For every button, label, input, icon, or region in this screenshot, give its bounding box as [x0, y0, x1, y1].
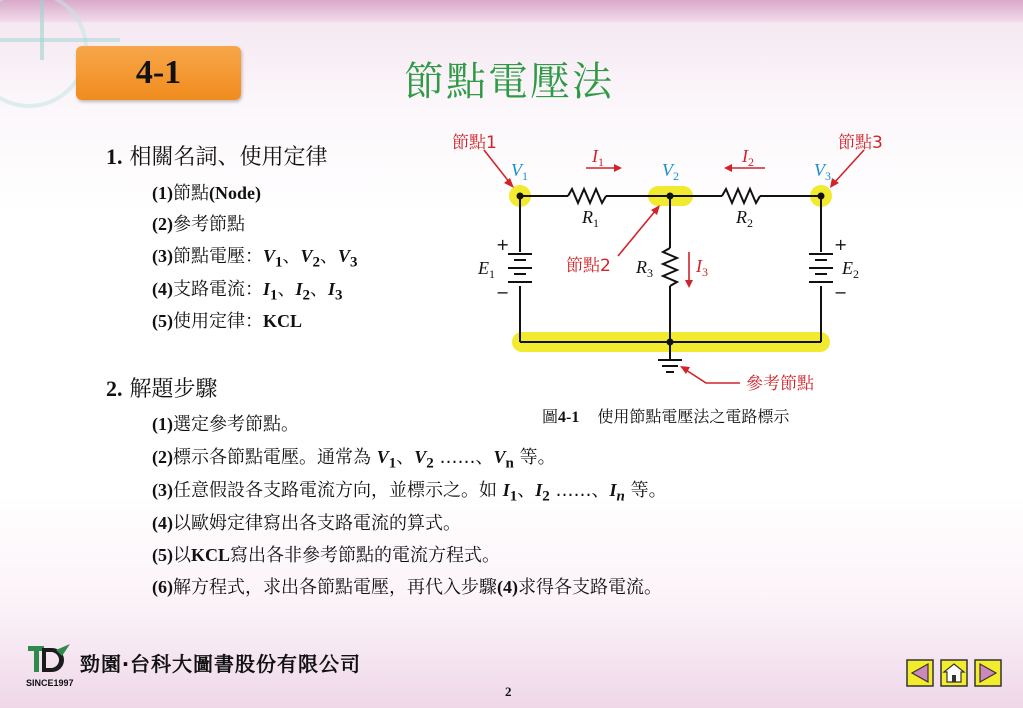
svg-text:I3 [695, 256, 708, 279]
step-prefix: (1) [152, 414, 173, 434]
separator: 、 [277, 279, 296, 300]
node-voltage-circuit-diagram [440, 128, 905, 403]
svg-text:I1 [591, 146, 604, 169]
item-suffix: KCL [263, 311, 303, 331]
section-number-badge: 4-1 [76, 46, 241, 100]
step-prefix: (4) [152, 513, 173, 533]
step-text: 以歐姆定律寫出各支路電流的算式。 [173, 513, 461, 534]
item-prefix: (1) [152, 183, 173, 203]
company-name: 勁園‧台科大圖書股份有限公司 [80, 652, 361, 676]
var-symbol: I [263, 279, 271, 299]
step-text-end: 寫出各非參考節點的電流方程式。 [230, 545, 501, 566]
step-text-end: 求得各支路電流。 [518, 577, 662, 598]
var-subscript: 3 [350, 254, 358, 271]
next-slide-button[interactable] [974, 659, 1002, 687]
var-subscript: n [616, 488, 625, 505]
since-label: SINCE1997 [26, 678, 74, 688]
item-prefix: (4) [152, 279, 173, 299]
var-symbol: V [376, 447, 389, 467]
var-subscript: 2 [542, 488, 550, 505]
var-symbol: I [502, 480, 510, 500]
e1-subscript: 1 [489, 267, 495, 281]
ellipsis: ……、 [549, 480, 610, 501]
separator: 、 [310, 279, 329, 300]
i3-subscript: 3 [702, 265, 708, 279]
caption-prefix: 圖 [542, 407, 559, 426]
decorative-line [40, 0, 44, 60]
e1-label: E [478, 258, 489, 278]
i3-label: I [696, 256, 702, 276]
var-subscript: 2 [312, 254, 321, 271]
step-prefix: (6) [152, 577, 173, 597]
separator: 、 [282, 246, 301, 267]
item-text: 節點電壓： [173, 246, 263, 267]
item-suffix: (Node) [209, 183, 261, 203]
item-prefix: (3) [152, 246, 173, 266]
battery-e1 [508, 254, 532, 282]
var-symbol: V [338, 246, 351, 266]
v2-label: V [662, 160, 673, 180]
term-item-reference-node [152, 210, 245, 236]
step-prefix: (3) [152, 480, 173, 500]
var-subscript: 1 [509, 488, 518, 505]
i1-label: I [592, 146, 598, 166]
ellipsis: ……、 [433, 447, 494, 468]
section1-heading-text: 相關名詞、使用定律 [122, 145, 328, 170]
caption-text: 使用節點電壓法之電路標示 [597, 407, 790, 426]
var-subscript: 1 [275, 254, 283, 271]
svg-text:V2 [662, 160, 679, 183]
section1-heading-number: 1. [106, 144, 123, 169]
ground-icon [658, 360, 682, 372]
e2-minus-sign: − [834, 283, 848, 302]
decorative-line [0, 38, 120, 42]
previous-slide-button[interactable] [906, 659, 934, 687]
kcl-label: KCL [191, 545, 231, 565]
i2-label: I [742, 146, 748, 166]
var-symbol: I [609, 480, 617, 500]
step-text: 任意假設各支路電流方向，並標示之。如 [173, 480, 503, 501]
step-item-6 [152, 573, 662, 599]
item-text: 使用定律： [173, 311, 263, 332]
node2-label: 節點2 [566, 256, 611, 276]
e1-minus-sign: − [496, 283, 510, 302]
section2-heading-text: 解題步驟 [122, 377, 218, 402]
section1-heading [106, 140, 328, 171]
term-item-node [152, 179, 261, 205]
term-item-node-voltage [152, 242, 358, 272]
svg-text:R2 [735, 207, 753, 230]
step-text: 以 [173, 545, 191, 566]
decorative-circle [0, 0, 88, 108]
step-reference: (4) [497, 577, 518, 597]
var-subscript: 2 [302, 287, 311, 304]
var-symbol: V [263, 246, 276, 266]
var-symbol: I [535, 480, 543, 500]
r1-label: R [582, 207, 593, 227]
r3-label: R [636, 257, 647, 277]
svg-text:V3 [814, 160, 831, 183]
step-text-end: 等。 [513, 447, 556, 468]
var-symbol: V [493, 447, 506, 467]
v1-label: V [511, 160, 522, 180]
section2-heading [106, 372, 218, 403]
e2-label: E [842, 258, 853, 278]
r2-label: R [736, 207, 747, 227]
svg-text:E1 [477, 258, 495, 281]
r1-subscript: 1 [593, 216, 599, 230]
reference-node-label: 參考節點 [746, 374, 814, 394]
item-text: 節點 [173, 183, 209, 204]
var-symbol: V [300, 246, 313, 266]
step-text: 解方程式，求出各節點電壓，再代入步驟 [173, 577, 497, 598]
var-subscript: 1 [388, 455, 397, 472]
var-symbol: I [328, 279, 336, 299]
v2-subscript: 2 [673, 169, 679, 183]
v1-subscript: 1 [522, 169, 528, 183]
svg-text:I2 [741, 146, 754, 169]
node3-label: 節點3 [838, 133, 883, 153]
var-subscript: n [505, 455, 514, 472]
v3-label: V [814, 160, 825, 180]
top-decor-band [0, 0, 1023, 22]
var-subscript: 1 [270, 287, 278, 304]
e1-plus-sign: + [496, 235, 510, 254]
item-text: 支路電流： [173, 279, 263, 300]
step-item-3 [152, 476, 667, 506]
step-item-5 [152, 541, 500, 567]
item-prefix: (2) [152, 214, 173, 234]
step-prefix: (2) [152, 447, 173, 467]
svg-text:E2 [841, 258, 859, 281]
separator: 、 [517, 480, 536, 501]
step-text: 選定參考節點。 [173, 414, 299, 435]
e2-subscript: 2 [853, 267, 859, 281]
var-subscript: 2 [426, 455, 434, 472]
var-symbol: I [295, 279, 303, 299]
e2-plus-sign: + [834, 235, 848, 254]
term-item-branch-current [152, 275, 343, 305]
separator: 、 [396, 447, 415, 468]
section2-heading-number: 2. [106, 376, 123, 401]
page-title: 節點電壓法 [404, 59, 614, 105]
step-item-2 [152, 443, 556, 473]
svg-text:R1 [581, 207, 599, 230]
svg-text:R3 [635, 257, 653, 280]
node1-label: 節點1 [452, 133, 497, 153]
page-number: 2 [505, 684, 512, 699]
step-text: 標示各節點電壓。通常為 [173, 447, 377, 468]
battery-e2 [809, 254, 833, 282]
term-item-law [152, 307, 302, 333]
svg-text:V1 [511, 160, 528, 183]
step-item-4 [152, 509, 461, 535]
item-prefix: (5) [152, 311, 173, 331]
item-text: 參考節點 [173, 214, 245, 235]
r3-subscript: 3 [647, 266, 653, 280]
i2-subscript: 2 [748, 155, 754, 169]
i1-subscript: 1 [598, 155, 604, 169]
var-subscript: 3 [335, 287, 343, 304]
r2-subscript: 2 [747, 216, 753, 230]
step-prefix: (5) [152, 545, 173, 565]
caption-number: 4-1 [558, 409, 580, 426]
separator: 、 [320, 246, 339, 267]
v3-subscript: 3 [825, 169, 831, 183]
step-text-end: 等。 [624, 480, 667, 501]
step-item-1 [152, 410, 299, 436]
publisher-logo [26, 642, 72, 678]
figure-caption [542, 404, 789, 427]
var-symbol: V [414, 447, 427, 467]
home-button[interactable] [940, 659, 968, 687]
